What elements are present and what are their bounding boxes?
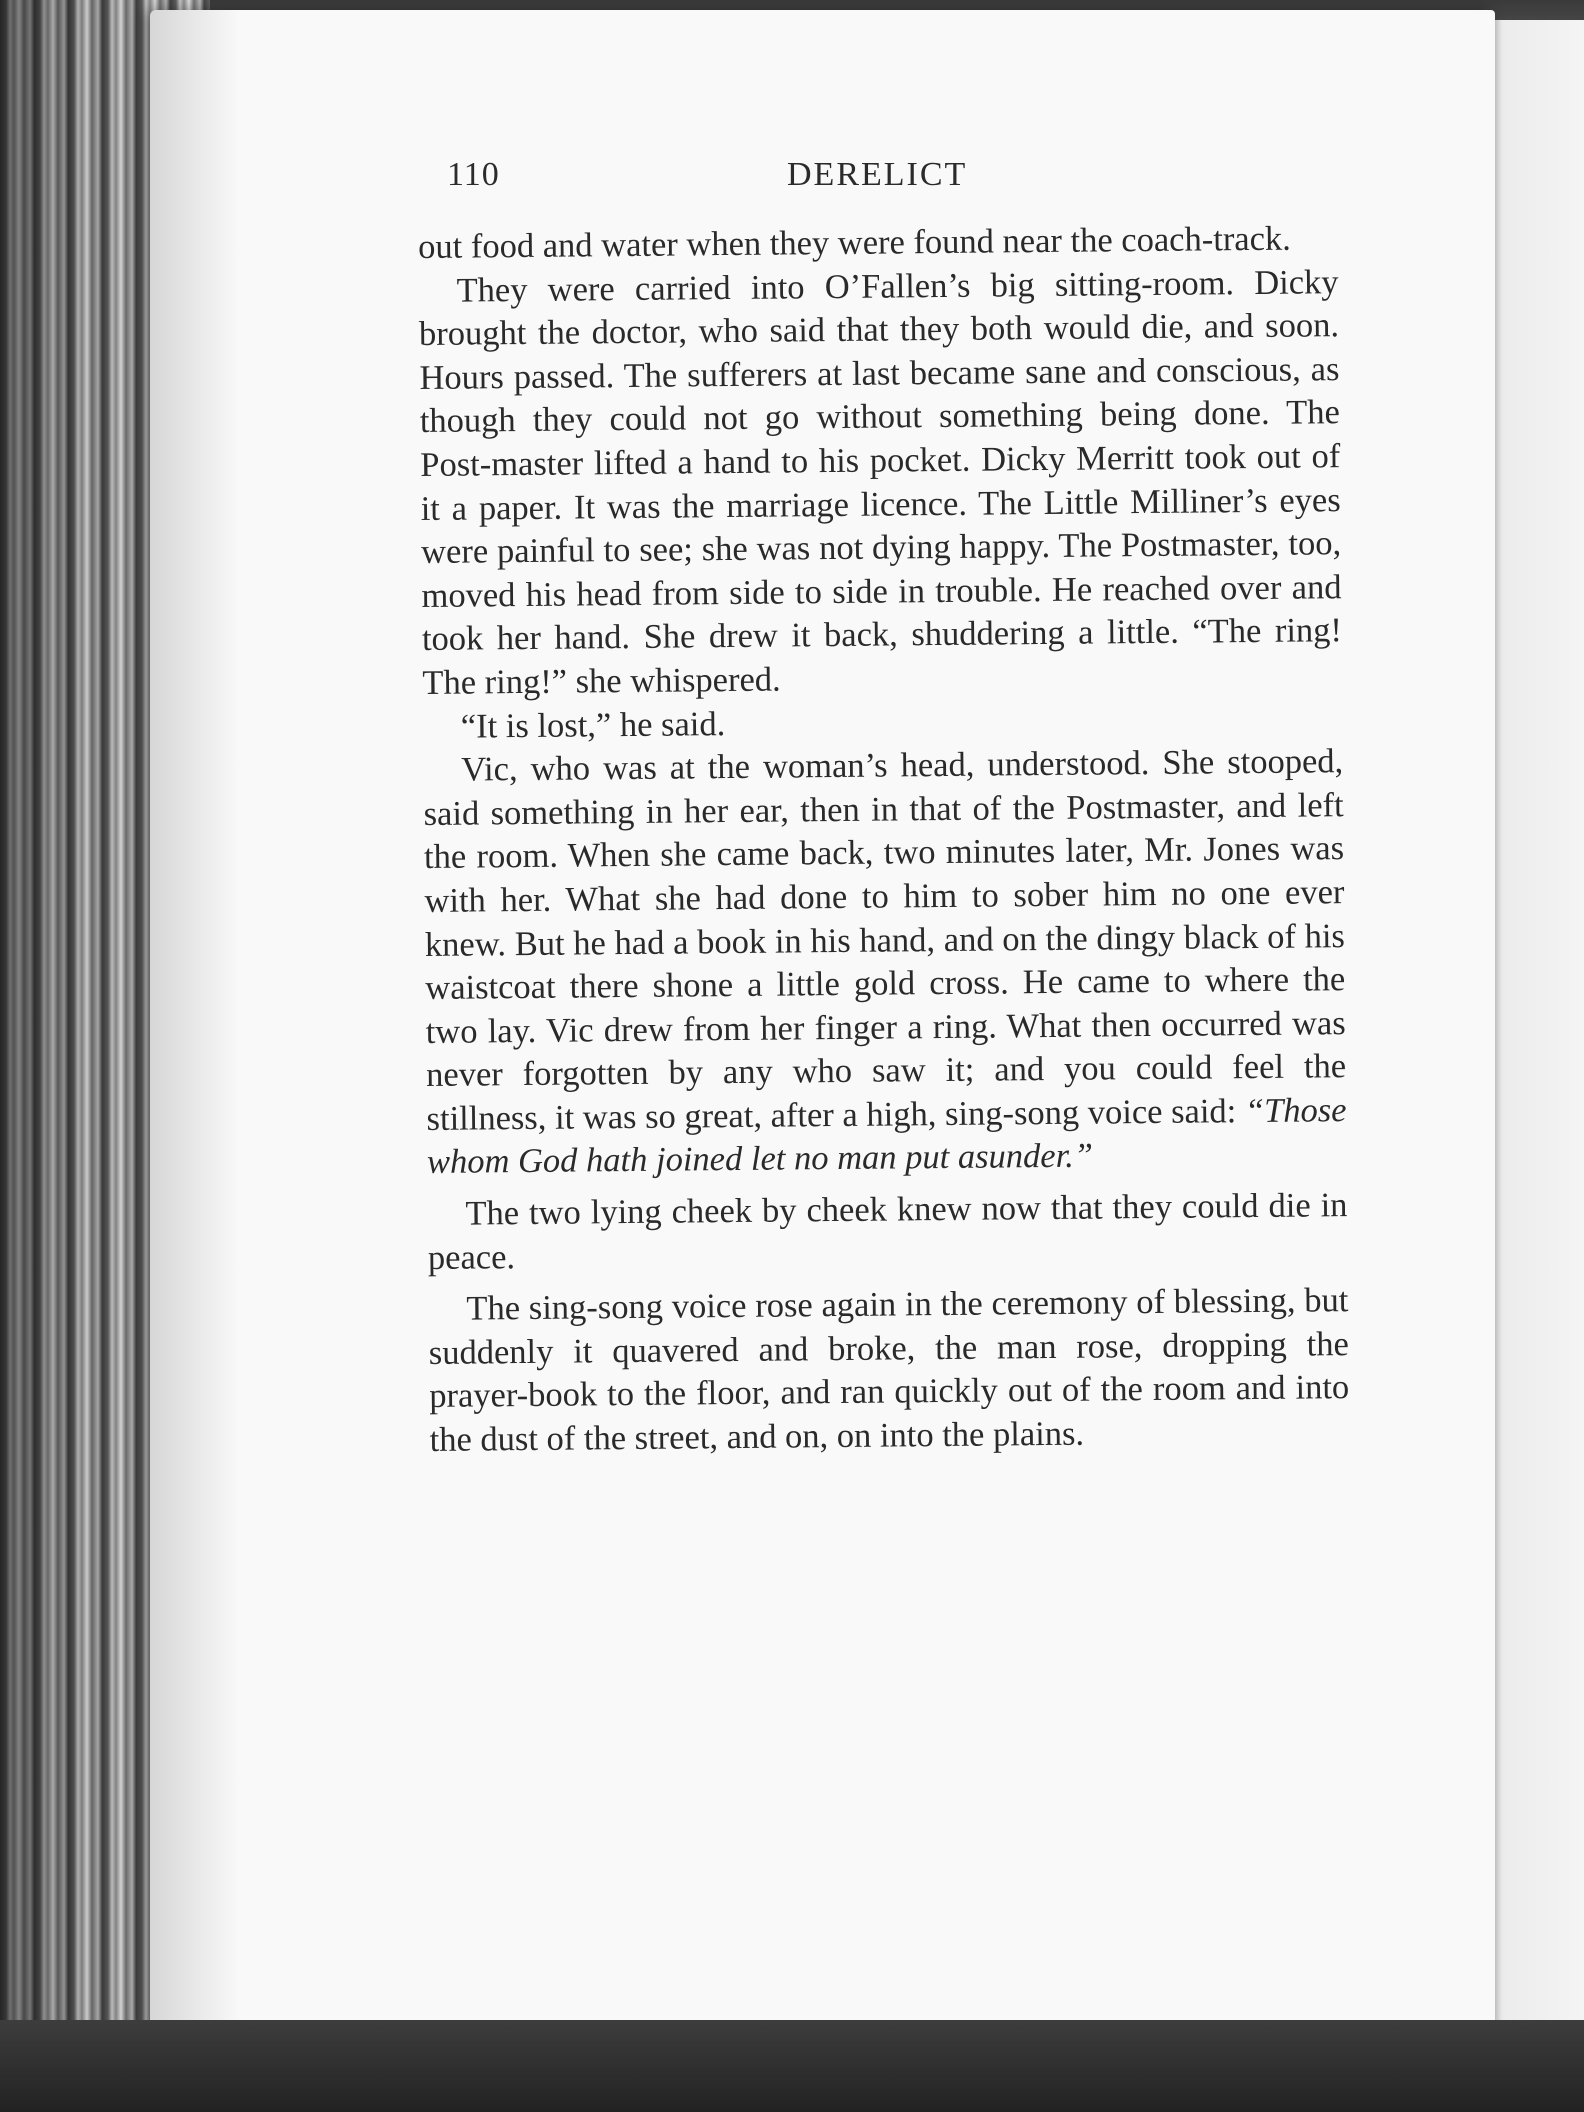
paragraph [423, 740, 1347, 1185]
page-gutter-shadow [150, 10, 240, 2040]
paragraph: They were carried into O’Fallen’s big sitting-room. Dicky brought the doctor, who said that they both would die, and soon. Hours passed. The sufferers at last became sane and conscious, as though they could not go without something being done. The Post-master lifted a hand to his pocket. Dicky Merritt took out of it a paper. It was the marriage licence. The Little Milliner’s eyes were painful to see; she was not dying happy. The Postmaster, too, moved his head from side to side in trouble. He reached over and took her hand. She drew it back, shuddering a little. “The ring! The ring!” she whispered. [418, 262, 1343, 702]
body-text [418, 217, 1350, 1462]
page-header [447, 156, 999, 196]
scan-background-bottom [0, 2020, 1584, 2112]
paragraph: The two lying cheek by cheek knew now that they could die in peace. [427, 1186, 1348, 1277]
quoted-vow: “Those whom God hath joined let no man put asunder.” [426, 1091, 1347, 1182]
paragraph: “It is lost,” he said. [460, 704, 726, 746]
page-number: 110 [447, 156, 500, 193]
paragraph: out food and water when they were found near the coach-track. [418, 219, 1292, 266]
paragraph-text: Vic, who was at the woman’s head, understood. She stooped, said something in her ear, then in that of the Postmaster, and left the room. When she came back, two minutes later, Mr. Jones was with her. What she had done to him to sober him no one ever knew. But he had a book in his hand, and on the dingy black of his waistcoat there shone a little gold cross. He came to where the two lay. Vic drew from her finger a ring. What then occurred was never forgotten by any who saw it; and you could feel the stillness, it was so great, after a high, sing-song voice said: [423, 742, 1347, 1138]
running-title: DERELICT [787, 156, 968, 193]
paragraph: The sing-song voice rose again in the ceremony of blessing, but suddenly it quavered and broke, the man rose, dropping the prayer-book to the floor, and ran quickly out of the room and into the dust of the street, and on, on into the plains. [428, 1281, 1350, 1459]
